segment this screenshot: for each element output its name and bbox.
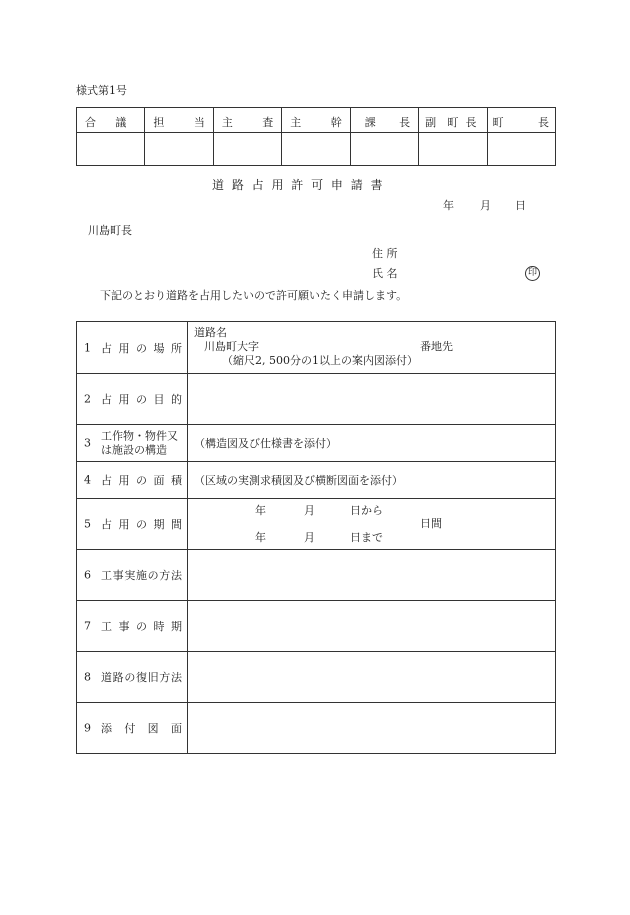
period-to-month: 月 [304, 531, 315, 544]
label-char: 路 [112, 671, 124, 684]
table-row [77, 703, 556, 754]
row-value-area [188, 462, 556, 499]
row-label-text [101, 618, 182, 634]
row-number: 8 [84, 670, 91, 684]
header-char: 課 [364, 116, 376, 129]
table-row [77, 499, 556, 550]
row-label-text [101, 720, 182, 736]
label-char: の [136, 620, 147, 633]
row-label-text [101, 391, 182, 407]
label-char: 間 [171, 518, 182, 531]
label-char: 面 [170, 722, 182, 735]
label-char: 法 [170, 671, 182, 684]
row-label-purpose [77, 374, 188, 425]
approval-header-chouchou [487, 108, 555, 133]
lot-label: 番地先 [420, 340, 453, 353]
label-char: 旧 [147, 671, 159, 684]
label-char: 的 [171, 393, 182, 406]
area-label: 川島町大字 [204, 340, 259, 353]
label-char: 用 [118, 393, 130, 406]
name-label: 氏 名 [372, 267, 398, 280]
period-to-day: 日まで [350, 531, 383, 544]
label-char: 事 [118, 620, 130, 633]
header-char: 長 [465, 116, 477, 129]
label-char: 場 [153, 341, 165, 355]
table-row [77, 462, 556, 499]
label-char: 占 [101, 393, 112, 406]
label-char: 期 [171, 620, 182, 633]
label-line: 工作物・物件又 [101, 429, 178, 443]
application-table [76, 321, 556, 754]
table-row [77, 601, 556, 652]
label-char: 施 [135, 569, 147, 582]
row-label-road-restoration [77, 652, 188, 703]
label-char: の [147, 569, 159, 582]
approval-stamp-table [76, 107, 556, 166]
stamp-box [487, 133, 555, 166]
row-label-area [77, 462, 188, 499]
stamp-box [419, 133, 487, 166]
row-value-attached-drawings [188, 703, 556, 754]
row-number: 9 [84, 721, 91, 735]
header-char: 長 [399, 116, 411, 129]
stamp-box [350, 133, 418, 166]
header-char: 副 [425, 116, 437, 129]
approval-header-fukuchouchou [419, 108, 487, 133]
table-row [77, 550, 556, 601]
header-char: 査 [262, 116, 274, 129]
row-label-text [101, 340, 182, 356]
document-title: 道 路 占 用 許 可 申 請 書 [212, 178, 385, 192]
label-char: の [136, 518, 147, 531]
table-row [77, 322, 556, 374]
label-char: の [136, 474, 147, 487]
label-char: 添 [101, 722, 112, 735]
row-label-text [101, 429, 182, 457]
row-label-structure [77, 425, 188, 462]
row-number: 1 [84, 341, 91, 354]
label-char: 時 [153, 620, 165, 633]
approval-header-tantou [145, 108, 213, 133]
approval-header-row [77, 108, 556, 133]
row-number: 2 [84, 392, 91, 406]
row-value-road-restoration [188, 652, 556, 703]
label-char: 目 [153, 393, 165, 406]
header-char: 幹 [330, 116, 342, 129]
map-note: （縮尺2, 500分の1以上の案内図添付） [222, 354, 418, 367]
label-char: 占 [101, 474, 112, 487]
header-char: 担 [153, 116, 165, 129]
row-label-text [101, 669, 182, 685]
label-char: 道 [101, 671, 112, 684]
label-char: 工 [101, 569, 112, 582]
header-char: 議 [115, 116, 127, 129]
row-number: 4 [84, 473, 91, 487]
row-value-location [188, 322, 556, 374]
stamp-box [145, 133, 213, 166]
table-row [77, 374, 556, 425]
label-char: 積 [171, 474, 182, 487]
date-year: 年 [443, 199, 454, 212]
header-char: 町 [447, 116, 459, 129]
approval-header-gougi [77, 108, 145, 133]
header-char: 合 [85, 116, 96, 129]
label-char: 実 [124, 569, 136, 582]
label-char: 方 [159, 569, 171, 582]
row-label-text [101, 567, 182, 583]
road-name-label: 道路名 [194, 326, 227, 339]
period-from-day: 日から [350, 504, 383, 517]
row-value-purpose [188, 374, 556, 425]
label-line: は施設の構造 [101, 443, 167, 456]
label-char: 工 [101, 620, 112, 633]
header-char: 主 [290, 116, 302, 129]
header-char: 長 [538, 116, 549, 129]
date-day: 日 [515, 199, 526, 212]
row-label-attached-drawings [77, 703, 188, 754]
label-char: の [136, 393, 147, 406]
header-char: 町 [492, 116, 504, 129]
approval-header-shukan [282, 108, 350, 133]
request-text: 下記のとおり道路を占用したいので許可願いたく申請します。 [100, 289, 408, 302]
row-label-text [101, 516, 182, 532]
stamp-box [77, 133, 145, 166]
header-char: 主 [221, 116, 233, 129]
row-value-period [188, 499, 556, 550]
label-char: 占 [101, 518, 112, 531]
label-char: 法 [170, 569, 182, 582]
address-label: 住 所 [372, 247, 398, 260]
label-char: 方 [159, 671, 171, 684]
stamp-box [213, 133, 281, 166]
row-label-construction-period [77, 601, 188, 652]
date-month: 月 [480, 199, 491, 212]
area-note: （区域の実測求積図及び横断図面を添付） [194, 474, 403, 487]
form-number: 様式第1号 [76, 84, 127, 97]
approval-header-shusa [213, 108, 281, 133]
table-row [77, 425, 556, 462]
row-label-construction-method [77, 550, 188, 601]
row-label-location [77, 322, 188, 374]
period-days: 日間 [420, 517, 442, 530]
period-from-month: 月 [304, 504, 315, 517]
label-char: 所 [171, 341, 182, 355]
period-from-year: 年 [255, 504, 266, 517]
seal-mark-icon: 印 [525, 266, 540, 281]
row-number: 6 [84, 568, 91, 582]
label-char: 用 [118, 518, 130, 531]
structure-note: （構造図及び仕様書を添付） [194, 437, 337, 450]
row-number: 7 [84, 619, 91, 633]
label-char: 用 [118, 474, 130, 487]
row-number: 3 [84, 436, 91, 450]
label-char: 図 [147, 722, 159, 735]
row-label-period [77, 499, 188, 550]
approval-header-kachou [350, 108, 418, 133]
row-value-construction-period [188, 601, 556, 652]
approval-stamp-row [77, 133, 556, 166]
label-char: 面 [153, 474, 165, 487]
header-char: 当 [193, 116, 205, 129]
stamp-box [282, 133, 350, 166]
row-number: 5 [84, 517, 91, 531]
label-char: の [136, 341, 147, 355]
label-char: 用 [118, 341, 130, 355]
label-char: の [124, 671, 136, 684]
label-char: 事 [112, 569, 124, 582]
row-value-structure [188, 425, 556, 462]
table-row [77, 652, 556, 703]
label-char: 付 [124, 722, 136, 735]
label-char: 復 [135, 671, 147, 684]
row-label-text [101, 472, 182, 488]
addressee: 川島町長 [88, 224, 132, 237]
period-to-year: 年 [255, 531, 266, 544]
label-char: 占 [101, 341, 112, 355]
row-value-construction-method [188, 550, 556, 601]
label-char: 期 [153, 518, 165, 531]
